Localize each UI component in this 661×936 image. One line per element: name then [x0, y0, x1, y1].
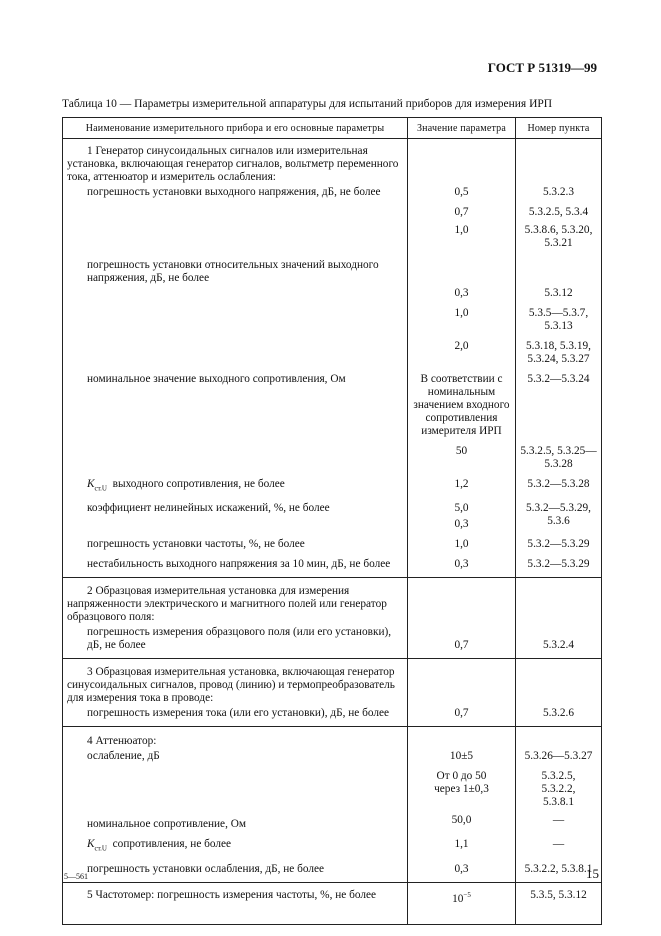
table-row: [63, 334, 602, 367]
param-name: коэффициент нелинейных искажений, %, не более: [63, 496, 408, 532]
item-number: 5.3.2—5.3.29, 5.3.6: [516, 496, 602, 532]
param-value: 0,3: [408, 552, 516, 578]
item-number: 5.3.2.5, 5.3.2.2, 5.3.8.1: [516, 764, 602, 810]
table-row: [63, 625, 602, 659]
section-title: 5 Частотомер: погрешность измерения частоты, %, не более: [63, 882, 408, 924]
param-name: $K_{ст.U}$ выходного сопротивления, не более: [63, 472, 408, 496]
param-value: 0,7: [408, 706, 516, 727]
param-name: погрешность установки выходного напряжения, дБ, не более: [63, 185, 408, 200]
param-name: погрешность установки частоты, %, не более: [63, 532, 408, 552]
item-number: —: [516, 832, 602, 856]
table-row: [63, 496, 602, 532]
item-number: —: [516, 810, 602, 832]
table-row: [63, 220, 602, 251]
table-row: [63, 532, 602, 552]
param-name: погрешность измерения образцового поля (или его установки), дБ, не более: [63, 625, 408, 659]
param-value: 5,0 0,3: [408, 496, 516, 532]
param-value: В соответствии с номинальным значением входного сопротивления измерителя ИРП: [408, 367, 516, 439]
param-value: 10±5: [408, 749, 516, 764]
table-row: [63, 139, 602, 186]
table-row: [63, 882, 602, 924]
item-number: 5.3.2—5.3.29: [516, 552, 602, 578]
param-value: 0,3: [408, 857, 516, 883]
param-name: ослабление, дБ: [63, 749, 408, 764]
column-header-item: Номер пункта: [516, 118, 602, 139]
item-number: 5.3.5—5.3.7, 5.3.13: [516, 301, 602, 334]
param-value: 1,2: [408, 472, 516, 496]
item-number: 5.3.2.4: [516, 625, 602, 659]
param-name: погрешность установки относительных значений выходного напряжения, дБ, не более: [63, 251, 408, 286]
param-value: 0,3: [408, 286, 516, 301]
table-row: [63, 706, 602, 727]
param-value: 1,0: [408, 532, 516, 552]
param-name: $K_{ст.U}$ сопротивления, не более: [63, 832, 408, 856]
item-number: 5.3.2.2, 5.3.8.1: [516, 857, 602, 883]
table-row: [63, 659, 602, 707]
param-value: 0,7: [408, 200, 516, 220]
item-number: 5.3.8.6, 5.3.20, 5.3.21: [516, 220, 602, 251]
param-value: 50: [408, 439, 516, 472]
table-row: [63, 251, 602, 286]
section-title: 3 Образцовая измерительная установка, включающая генератор синусоидальных сигналов, провод (линию) и термопреобразователь для измерения тока в проводе:: [63, 659, 408, 707]
table-row: [63, 832, 602, 856]
item-number: 5.3.5, 5.3.12: [516, 882, 602, 924]
table-row: [63, 472, 602, 496]
table-row: [63, 857, 602, 883]
param-name: номинальное значение выходного сопротивления, Ом: [63, 367, 408, 439]
item-number: 5.3.2—5.3.24: [516, 367, 602, 439]
table-row: [63, 367, 602, 439]
table-caption: Таблица 10 — Параметры измерительной аппаратуры для испытаний приборов для измерения ИРП: [62, 98, 553, 110]
item-number: 5.3.26—5.3.27: [516, 749, 602, 764]
table-row: [63, 185, 602, 200]
table-row: [63, 578, 602, 626]
param-name: погрешность установки ослабления, дБ, не более: [63, 857, 408, 883]
param-value: 1,0: [408, 220, 516, 251]
param-value: 0,7: [408, 625, 516, 659]
column-header-name: Наименование измерительного прибора и его основные параметры: [63, 118, 408, 139]
param-value: От 0 до 50 через 1±0,3: [408, 764, 516, 810]
param-value: 0,5: [408, 185, 516, 200]
param-value: 50,0: [408, 810, 516, 832]
item-number: 5.3.18, 5.3.19, 5.3.24, 5.3.27: [516, 334, 602, 367]
table-row: [63, 439, 602, 472]
document-id: ГОСТ Р 51319—99: [487, 60, 597, 75]
item-number: 5.3.2.5, 5.3.4: [516, 200, 602, 220]
param-name: номинальное сопротивление, Ом: [63, 810, 408, 832]
param-name: нестабильность выходного напряжения за 10 мин, дБ, не более: [63, 552, 408, 578]
column-header-value: Значение параметра: [408, 118, 516, 139]
item-number: 5.3.2.6: [516, 706, 602, 727]
parameters-table: [62, 117, 602, 925]
table-header-row: [63, 118, 602, 139]
param-value: $10^{-5}$: [408, 882, 516, 924]
item-number: 5.3.12: [516, 286, 602, 301]
param-value: 1,1: [408, 832, 516, 856]
print-code: 5—561: [64, 872, 88, 881]
table-row: [63, 286, 602, 301]
item-number: 5.3.2—5.3.29: [516, 532, 602, 552]
section-title: 4 Аттенюатор:: [63, 727, 408, 750]
table-row: [63, 749, 602, 764]
page-number: 15: [586, 866, 599, 881]
item-number: 5.3.2—5.3.28: [516, 472, 602, 496]
table-row: [63, 727, 602, 750]
section-title: 1 Генератор синусоидальных сигналов или измерительная установка, включающая генератор сигналов, вольтметр переменного тока, аттенюатор и измеритель ослабления:: [63, 139, 408, 186]
table-row: [63, 301, 602, 334]
section-title: 2 Образцовая измерительная установка для измерения напряженности электрического и магнитного полей или генератор образцового поля:: [63, 578, 408, 626]
param-name: погрешность измерения тока (или его установки), дБ, не более: [63, 706, 408, 727]
item-number: 5.3.2.3: [516, 185, 602, 200]
table-row: [63, 200, 602, 220]
param-value: 1,0: [408, 301, 516, 334]
table-row: [63, 764, 602, 810]
param-value: 2,0: [408, 334, 516, 367]
table-row: [63, 810, 602, 832]
item-number: 5.3.2.5, 5.3.25—5.3.28: [516, 439, 602, 472]
table-row: [63, 552, 602, 578]
